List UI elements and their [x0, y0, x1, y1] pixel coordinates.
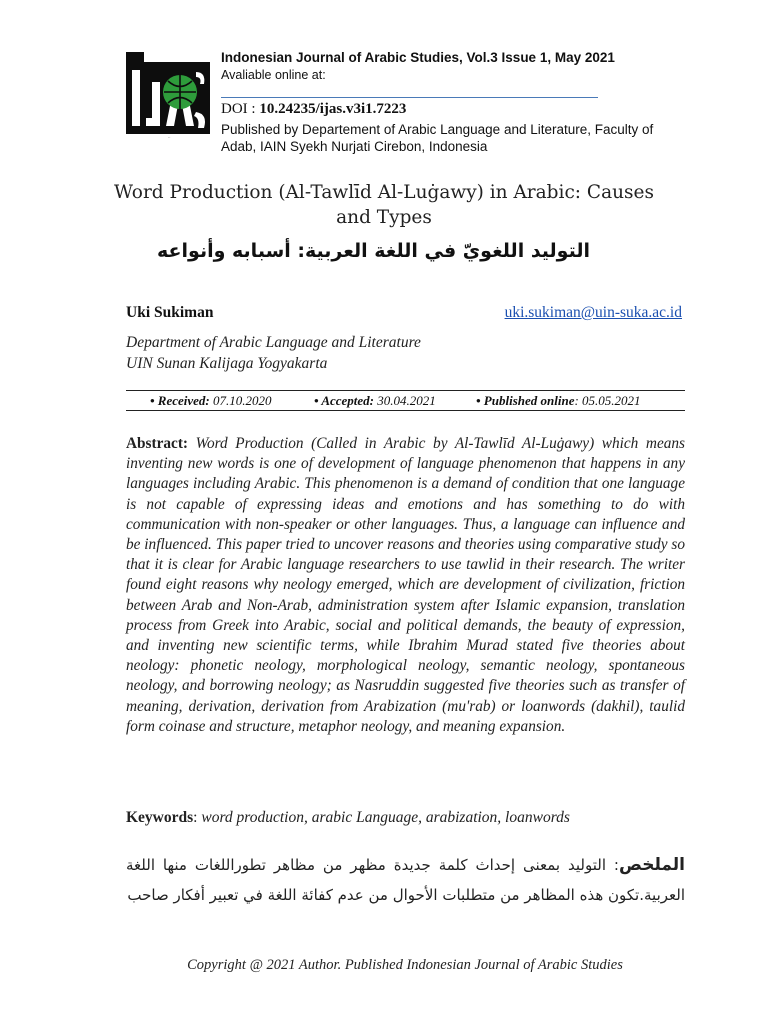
published-date — [476, 393, 641, 409]
author-email-link[interactable]: uki.sukiman@uin-suka.ac.id — [504, 304, 682, 321]
publication-dates — [126, 390, 685, 411]
received-date — [150, 393, 272, 409]
published-value: : 05.05.2021 — [574, 393, 641, 408]
keywords-line — [126, 809, 685, 827]
author-department: Department of Arabic Language and Literature — [126, 334, 421, 351]
accepted-value: 30.04.2021 — [374, 393, 436, 408]
published-label: • Published online — [476, 393, 575, 408]
received-label: • Received: — [150, 393, 210, 408]
doi-divider — [221, 97, 598, 98]
received-value: 07.10.2020 — [209, 393, 272, 408]
publisher-info: Published by Departement of Arabic Language and Literature, Faculty of Adab, IAIN Syekh Nurjati Cirebon, Indonesia — [221, 122, 654, 154]
abstract-label: Abstract: — [126, 435, 189, 452]
arabic-abstract-label: الملخص — [619, 855, 685, 875]
paper-title-arabic: التوليد اللغويّ في اللغة العربية: أسبابه وأنواعه — [157, 240, 590, 262]
keywords-colon: : — [193, 809, 202, 826]
doi-prefix: DOI : — [221, 101, 260, 117]
abstract-english — [126, 434, 685, 737]
copyright-footer: Copyright @ 2021 Author. Published Indonesian Journal of Arabic Studies — [187, 957, 623, 973]
accepted-date — [314, 393, 436, 409]
arabic-abstract-text: : التوليد بمعنى إحداث كلمة جديدة مظهر من مظاهر تطوراللغات منها اللغة العربية.تكون هذه المظاهر من متطلبات الأحوال من عدم كفائة اللغة في تعبير أفكار صاحب — [126, 856, 685, 904]
paper-title-english: Word Production (Al-Tawlīd Al-Luġawy) in Arabic: Causes and Types — [114, 182, 654, 228]
logo-text: IJAS — [168, 138, 171, 139]
journal-logo — [126, 52, 210, 140]
author-affiliation — [126, 332, 421, 374]
abstract-text: Word Production (Called in Arabic by Al-Tawlīd Al-Luġawy) which means inventing new words is one of development of language phenomenon that happens in any languages including Arabic. This phenomenon is a demand of condition that one language is not capable of expressing ideas and emotions and has something to do with communication with non-speaker or other languages. Thus, a language can influence and be influenced. This paper tried to uncover reasons and theories using comparative study so that it is clear for Arabic language researchers to use tawlid in their research. The writer found eight reasons why neology emerged, which are development of civilization, friction between Arab and Non-Arab, administration system after Islamic expansion, translation process from Greek into Arabic, social and political demands, the beauty of expression, and inventing new scientific terms, while Ibrahim Murad stated five theories about neology: phonetic neology, morphological neology, semantic neology, spontaneous neology, and borrowing neology; as Nasruddin suggested five theories such as transfer of meaning, derivation, derivation from Arabization (mu'rab) or loanwords (dakhil), taulid form coinase and structure, metaphor neology, and meaning expansion. — [126, 435, 685, 735]
author-name: Uki Sukiman — [126, 304, 214, 321]
accepted-label: • Accepted: — [314, 393, 375, 408]
journal-title: Indonesian Journal of Arabic Studies, Vol.3 Issue 1, May 2021 — [221, 50, 615, 65]
keywords-values: word production, arabic Language, arabization, loanwords — [201, 809, 570, 826]
keywords-label: Keywords — [126, 809, 194, 826]
doi-value[interactable]: 10.24235/ijas.v3i1.7223 — [259, 101, 407, 117]
author-institution: UIN Sunan Kalijaga Yogyakarta — [126, 355, 328, 372]
availability-text: Avaliable online at: — [221, 68, 326, 82]
abstract-arabic — [126, 850, 685, 910]
doi-line — [221, 101, 406, 118]
